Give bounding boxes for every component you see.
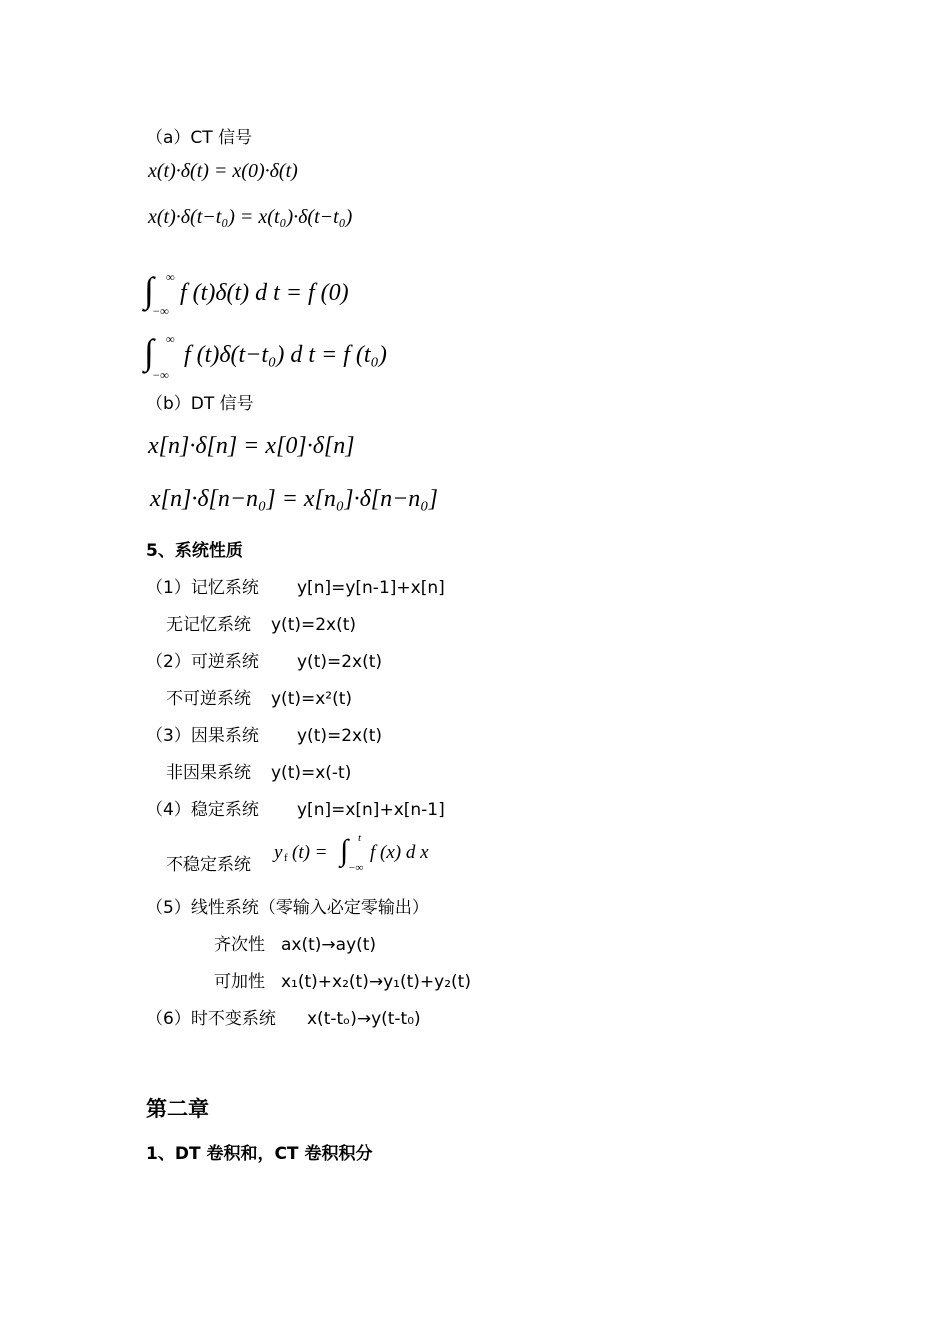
additivity-eq: x₁(t)+x₂(t)→y₁(t)+y₂(t) (281, 972, 471, 992)
dt-sampling-eq: x[n]·δ[n] = x[0]·δ[n] (148, 433, 355, 459)
memory-system-eq: y[n]=y[n-1]+x[n] (297, 578, 445, 598)
memory-system-label: （1）记忆系统 (146, 578, 259, 598)
homogeneity-label: 齐次性 (214, 935, 265, 955)
integral-upper-limit: ∞ (166, 270, 175, 284)
yf-subscript: f (284, 852, 288, 864)
invertible-system-label: （2）可逆系统 (146, 652, 259, 672)
homogeneity-eq: ax(t)→ay(t) (281, 935, 377, 955)
invertible-system-eq: y(t)=2x(t) (297, 652, 383, 672)
integral-body: f (t)δ(t) d t = f (0) (180, 280, 349, 306)
noncausal-system-eq: y(t)=x(-t) (271, 763, 352, 783)
chapter-2-item-1: 1、DT 卷积和，CT 卷积积分 (146, 1144, 373, 1164)
section-a-label: （a）CT 信号 (146, 128, 253, 148)
causal-system-eq: y(t)=2x(t) (297, 726, 383, 746)
integral-upper-limit: ∞ (166, 332, 175, 346)
integral-lower-limit: −∞ (152, 304, 169, 318)
noninvertible-system-label: 不可逆系统 (166, 689, 251, 709)
memoryless-system-label: 无记忆系统 (166, 615, 251, 635)
noninvertible-system-eq: y(t)=x²(t) (271, 689, 353, 709)
integral-upper-limit: t (358, 832, 362, 844)
dt-shifted-sampling-eq: x[n]·δ[n−n₀] = x[n₀]·δ[n−n₀] (150, 486, 438, 512)
integral-sign-icon: ∫ (144, 332, 154, 372)
additivity-label: 可加性 (214, 972, 265, 992)
causal-system-label: （3）因果系统 (146, 726, 259, 746)
ct-shifted-sampling-eq: x(t)·δ(t−t₀) = x(t₀)·δ(t−t₀) (148, 206, 353, 228)
yf-symbol: y (274, 842, 283, 863)
memoryless-system-eq: y(t)=2x(t) (271, 615, 357, 635)
linear-system-label: （5）线性系统（零输入必定零输出） (146, 898, 429, 918)
unstable-system-eq (274, 832, 454, 872)
noncausal-system-label: 非因果系统 (166, 763, 251, 783)
time-invariant-eq: x(t-tₒ)→y(t-t₀) (307, 1009, 421, 1029)
yf-lhs: (t) = (292, 842, 328, 863)
integral-sign-icon: ∫ (144, 270, 154, 310)
chapter-2-title: 第二章 (146, 1097, 209, 1121)
stable-system-eq: y[n]=x[n]+x[n-1] (297, 800, 445, 820)
section-5-heading: 5、系统性质 (146, 541, 243, 561)
section-b-label: （b）DT 信号 (146, 394, 254, 414)
time-invariant-label: （6）时不变系统 (146, 1009, 276, 1029)
stable-system-label: （4）稳定系统 (146, 800, 259, 820)
integral-lower-limit: −∞ (348, 862, 364, 874)
integral-lower-limit: −∞ (152, 368, 169, 382)
integral-sign-icon: ∫ (340, 834, 349, 867)
integral-body: f (x) d x (370, 842, 429, 863)
integral-body: f (t)δ(t−t₀) d t = f (t₀) (184, 342, 387, 368)
unstable-system-label: 不稳定系统 (166, 855, 251, 875)
ct-sampling-eq: x(t)·δ(t) = x(0)·δ(t) (148, 160, 298, 182)
